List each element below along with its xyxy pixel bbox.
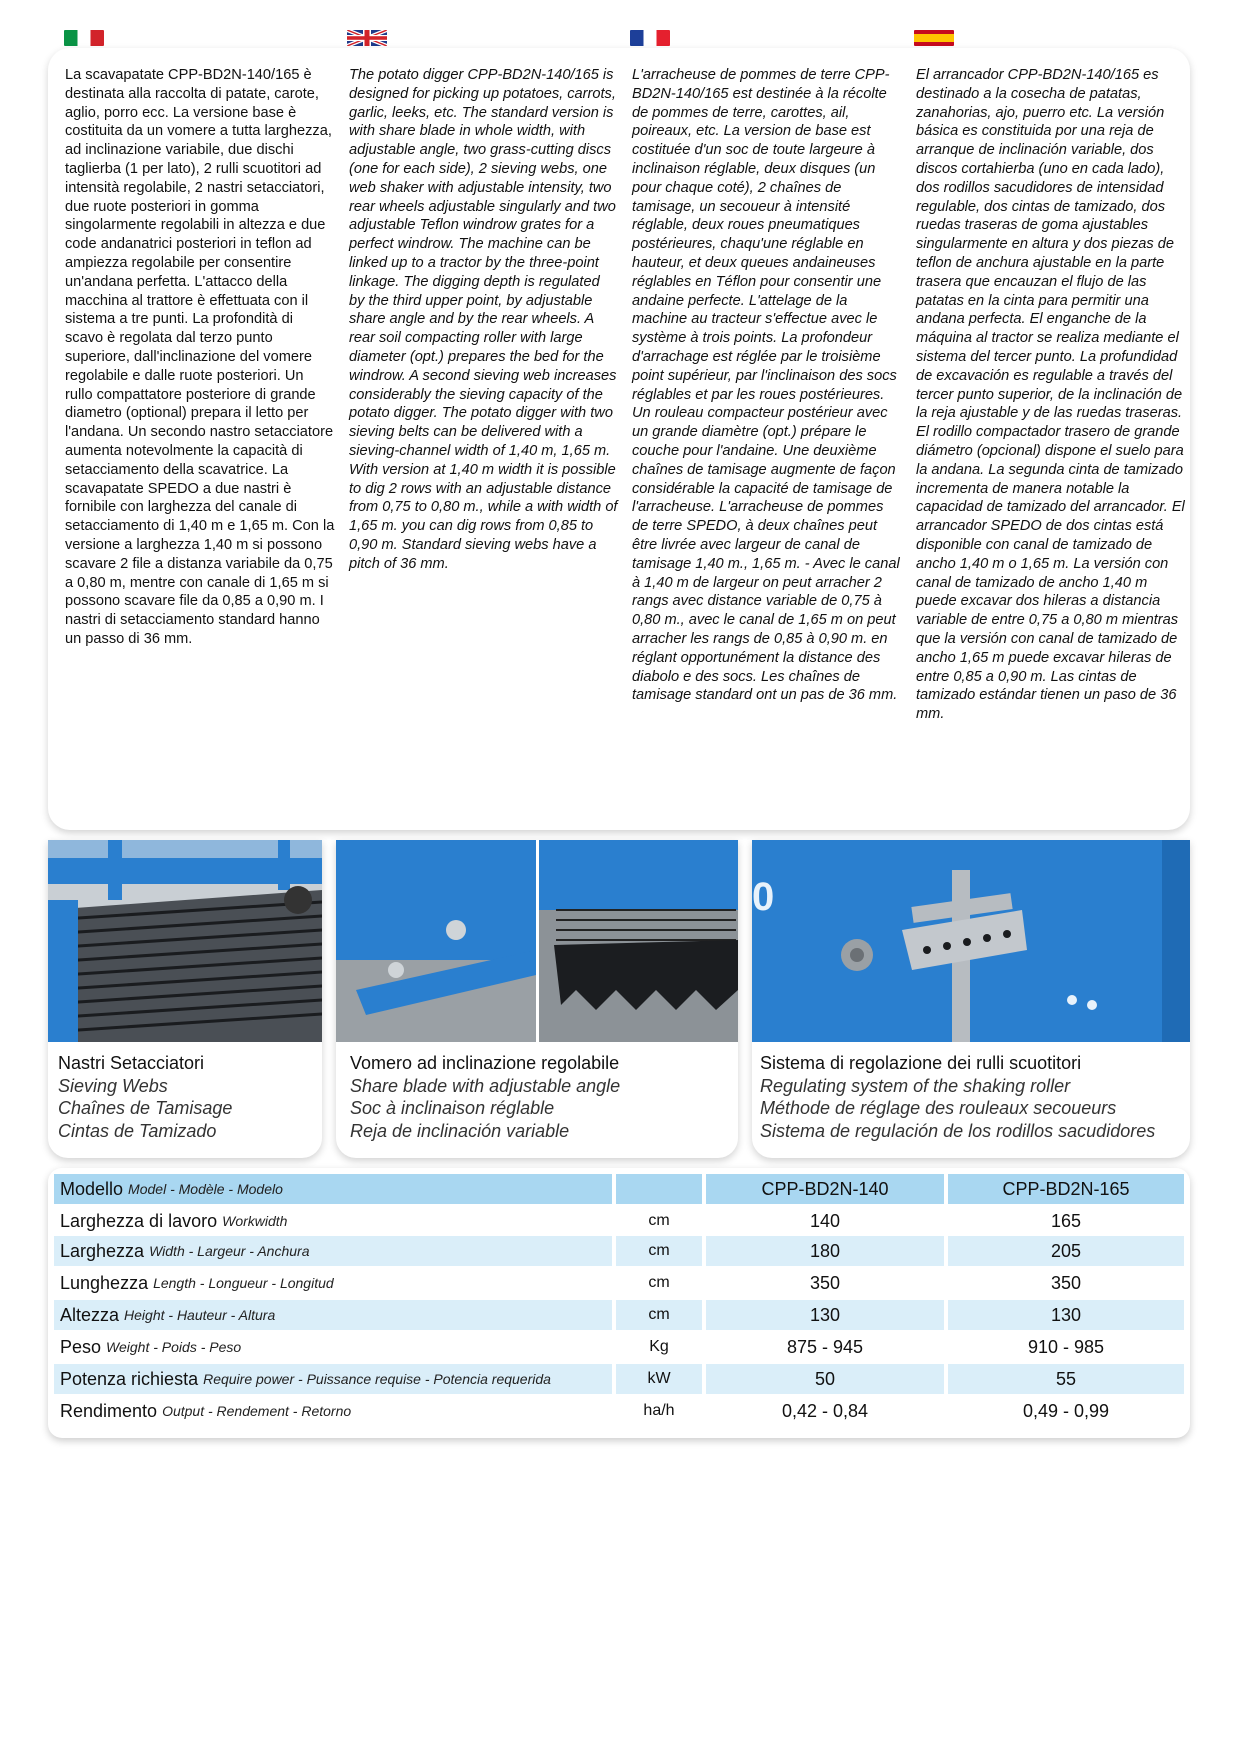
row-label-translations: Width - Largeur - Anchura [149, 1243, 310, 1259]
svg-text:0: 0 [752, 875, 775, 919]
specifications-table [48, 1168, 1190, 1438]
description-french: L'arracheuse de pommes de terre CPP-BD2N-140/165 est destinée à la récolte de pommes de terre, carottes, ail, poireaux, etc. La version de base est costituée d'un soc de toute largeure à inclinaison réglable, deux disques (un pour chaque coté), 2 chaînes de tamisage, un secoueur à intensité réglable, deux roues pneumatiques postérieures, chaqu'une réglable en hauteur, et deux queues andaineuses réglables en Téflon pour consentir une andaine perfecte. L'attelage de la machine au tracteur s'effectue avec le système à trois points. La profondeur d'arrachage est réglée par le troisième point supérieur, par l'inclinaison des socs réglables et par les roues postérieures. Un rouleau compacteur postérieur avec un grande diamètre (opt.) prépare le couche pour l'andaine. Une deuxième chaînes de tamisage augmente de façon considérable la capacité de tamisage de l'arracheuse. L'arracheuse de pommes de terre SPEDO, à deux chaînes peut être livrée avec largeur de canal de tamisage 1,40 m., 1,65 m. - Avec le canal à 1,40 m de largeur on peut arracher 2 rangs avec distance variable de 0,75 à 0,80 m., avec le canal de 1,65 m on peut arracher les rangs de 0,85 à 0,90 m. en réglant opportunément la distance des diabolo e des socs. Les chaînes de tamisage standard ont un pas de 36 mm. [632, 67, 900, 704]
row-unit: ha/h [643, 1402, 675, 1419]
caption-share-blade [350, 1052, 620, 1142]
row-value-165: 0,49 - 0,99 [1022, 1400, 1110, 1421]
row-value-140: 0,42 - 0,84 [781, 1400, 869, 1421]
header-model-165: CPP-BD2N-165 [948, 1174, 1184, 1204]
language-flags [64, 30, 1194, 48]
row-value-165: 910 - 985 [1027, 1336, 1105, 1357]
header-model-140: CPP-BD2N-140 [706, 1174, 944, 1204]
row-label: Rendimento [60, 1400, 158, 1421]
description-italian: La scavapatate CPP-BD2N-140/165 è destinata alla raccolta di patate, carote, aglio, porro ecc. La versione base è costituita da un vomere a tutta larghezza, ad inclinazione variabile, due dischi taglierba (1 per lato), 2 rulli scuotitori ad intensità regolabile, 2 nastri setacciatori, due ruote posteriori in gomma singolarmente regolabili in altezza e due code andanatrici posteriori in teflon ad ampiezza regolabile per consentire un'andana perfetta. L'attacco della macchina al trattore è effettuata con il sistema a tre punti. La profondità di scavo è regolata dal terzo punto superiore, dall'inclinazione del vomere regolabile e dalle ruote posteriori. Un rullo compattatore posteriore di grande diametro (optional) prepara il letto per l'andana. Un secondo nastro setacciatore aumenta notevolmente la capacità di setacciamento della scavatrice. La scavapatate SPEDO a due nastri è fornibile con larghezza del canale di setacciamento di 1,40 m e 1,65 m. Con la versione a larghezza 1,40 m si possono scavare 2 file a distanza variabile da 0,75 a 0,80 m, mentre con canale di 1,65 m si possono scavare file da 0,85 a 0,90 m. I nastri di setacciamento standard hanno un passo di 36 mm. [65, 67, 335, 647]
caption-en: Share blade with adjustable angle [350, 1075, 621, 1096]
row-label-cell [54, 1332, 612, 1362]
uk-flag-icon [347, 30, 387, 46]
row-value-165: 165 [1050, 1210, 1082, 1231]
row-label-cell [54, 1268, 612, 1298]
description-english: The potato digger CPP-BD2N-140/165 is designed for picking up potatoes, carrots, garlic, leeks, etc. The standard version is with share blade in whole width, with adjustable angle, two grass-cutting discs (one for each side), 2 sieving webs, one web shaker with adjustable intensity, two rear wheels adjustable singularly and two adjustable Teflon windrow grates for a perfect windrow. The machine can be linked up to a tractor by the three-point linkage. The digging depth is regulated by the third upper point, by adjustable share angle and by the rear wheels. A rear soil compacting roller with large diameter (opt.) prepares the bed for the windrow. A second sieving web increases considerably the sieving capacity of the potato digger. The potato digger with two sieving belts can be delivered with a sieving-channel width of 1,40 m, 1,65 m. With version at 1,40 m width it is possible to dig 2 rows with an adjustable distance from 0,75 to 0,80 m., while a with width of 1,65 m. you can dig rows from 0,85 to 0,90 m. Standard sieving webs have a pitch of 36 mm. [349, 67, 618, 572]
row-value-165: 205 [948, 1236, 1184, 1266]
header-label: Modello [60, 1178, 124, 1199]
caption-es: Cintas de Tamizado [58, 1120, 217, 1141]
row-label: Altezza [60, 1304, 120, 1325]
sieving-webs-photo [48, 840, 322, 1042]
caption-en: Regulating system of the shaking roller [760, 1075, 1071, 1096]
table-row [54, 1236, 1184, 1266]
row-unit: cm [616, 1236, 702, 1266]
caption-en: Sieving Webs [58, 1075, 168, 1096]
row-label: Larghezza di lavoro [60, 1210, 218, 1231]
caption-it: Nastri Setacciatori [58, 1053, 205, 1073]
table-row [54, 1364, 1184, 1394]
row-unit: cm [648, 1274, 670, 1291]
row-unit: Kg [649, 1338, 669, 1355]
row-value-140: 350 [809, 1272, 841, 1293]
table-row [54, 1396, 1184, 1426]
french-flag-icon [630, 30, 670, 46]
photo-card-sieving-webs [48, 840, 322, 1158]
header-unit [616, 1174, 702, 1204]
row-label-translations: Workwidth [222, 1213, 288, 1229]
description-spanish: El arrancador CPP-BD2N-140/165 es destinado a la cosecha de patatas, zanahorias, ajo, puerro etc. La versión básica es constituida por una reja de arranque de inclinación variable, dos discos cortahierba (uno en cada lado), dos rodillos sacudidores de intensidad regulable, dos cintas de tamizado, dos ruedas traseras de goma ajustables singularmente en altura y dos piezas de teflon de anchura ajustable en la parte trasera que encauzan el flujo de las patatas en la cinta para permitir una andana perfecta. El enganche de la máquina al tractor se realiza mediante el sistema del tercer punto. La profundidad de excavación es regulable a través del tercer punto superior, de la inclinación de la reja ajustable y de las ruedas traseras. El rodillo compactador trasero de grande diámetro (opcional) dispone el suelo para la andana. La segunda cinta de tamizado incrementa de manera notable la capacidad de tamizado del arrancador. El arrancador SPEDO de dos cintas está disponible con canal de tamizado de ancho 1,40 m o 1,65 m. La versión con canal de tamizado de ancho 1,40 m puede excavar dos hileras a distancia variable de entre 0,75 a 0,80 m mientras que la versión con canal de tamizado de ancho 1,65 m puede excavar hileras de entre 0,85 a 0,90 m. Las cintas de tamizado estándar tienen un paso de 36 mm. [916, 67, 1185, 723]
photo-card-share-blade [336, 840, 738, 1158]
row-label: Peso [60, 1336, 102, 1357]
caption-sieving-webs [58, 1052, 232, 1142]
row-label-cell [54, 1364, 612, 1394]
table-row [54, 1332, 1184, 1362]
caption-es: Sistema de regulación de los rodillos sacudidores [760, 1120, 1156, 1141]
caption-fr: Soc à inclinaison réglable [350, 1098, 555, 1118]
row-unit: kW [616, 1364, 702, 1394]
row-label-cell [54, 1396, 612, 1426]
row-label-cell [54, 1300, 612, 1330]
caption-it: Vomero ad inclinazione regolabile [350, 1053, 620, 1073]
row-value-165: 130 [948, 1300, 1184, 1330]
caption-it: Sistema di regolazione dei rulli scuotitori [760, 1053, 1082, 1073]
caption-es: Reja de inclinación variable [350, 1120, 570, 1141]
row-value-140: 140 [809, 1210, 841, 1231]
row-label-cell [54, 1206, 612, 1236]
table-row [54, 1300, 1184, 1330]
row-value-140: 180 [706, 1236, 944, 1266]
row-value-140: 130 [706, 1300, 944, 1330]
header-label-cell [54, 1174, 612, 1204]
row-label-translations: Require power - Puissance requise - Potencia requerida [203, 1371, 551, 1387]
row-label-translations: Length - Longueur - Longitud [153, 1275, 334, 1291]
caption-shaking-roller [760, 1052, 1155, 1142]
photo-card-shaking-roller [752, 840, 1190, 1158]
caption-fr: Chaînes de Tamisage [58, 1098, 233, 1118]
row-label-translations: Output - Rendement - Retorno [162, 1403, 352, 1419]
row-label: Lunghezza [60, 1272, 149, 1293]
header-label-translations: Model - Modèle - Modelo [128, 1181, 283, 1197]
table-row [54, 1206, 1184, 1236]
italian-flag-icon [64, 30, 104, 46]
spanish-flag-icon [914, 30, 954, 46]
row-label: Potenza richiesta [60, 1368, 199, 1389]
row-label-cell [54, 1236, 612, 1266]
shaking-roller-photo [752, 840, 1190, 1042]
table-row [54, 1268, 1184, 1298]
row-unit: cm [616, 1300, 702, 1330]
row-label-translations: Height - Hauteur - Altura [124, 1307, 276, 1323]
row-unit: cm [648, 1212, 670, 1229]
row-label: Larghezza [60, 1240, 145, 1261]
row-value-140: 875 - 945 [786, 1336, 864, 1357]
table-header-row [54, 1174, 1184, 1204]
row-value-165: 350 [1050, 1272, 1082, 1293]
caption-fr: Méthode de réglage des rouleaux secoueurs [760, 1098, 1117, 1118]
row-label-translations: Weight - Poids - Peso [106, 1339, 242, 1355]
description-panel [48, 48, 1190, 830]
row-value-165: 55 [948, 1364, 1184, 1394]
share-blade-photo [336, 840, 738, 1042]
row-value-140: 50 [706, 1364, 944, 1394]
